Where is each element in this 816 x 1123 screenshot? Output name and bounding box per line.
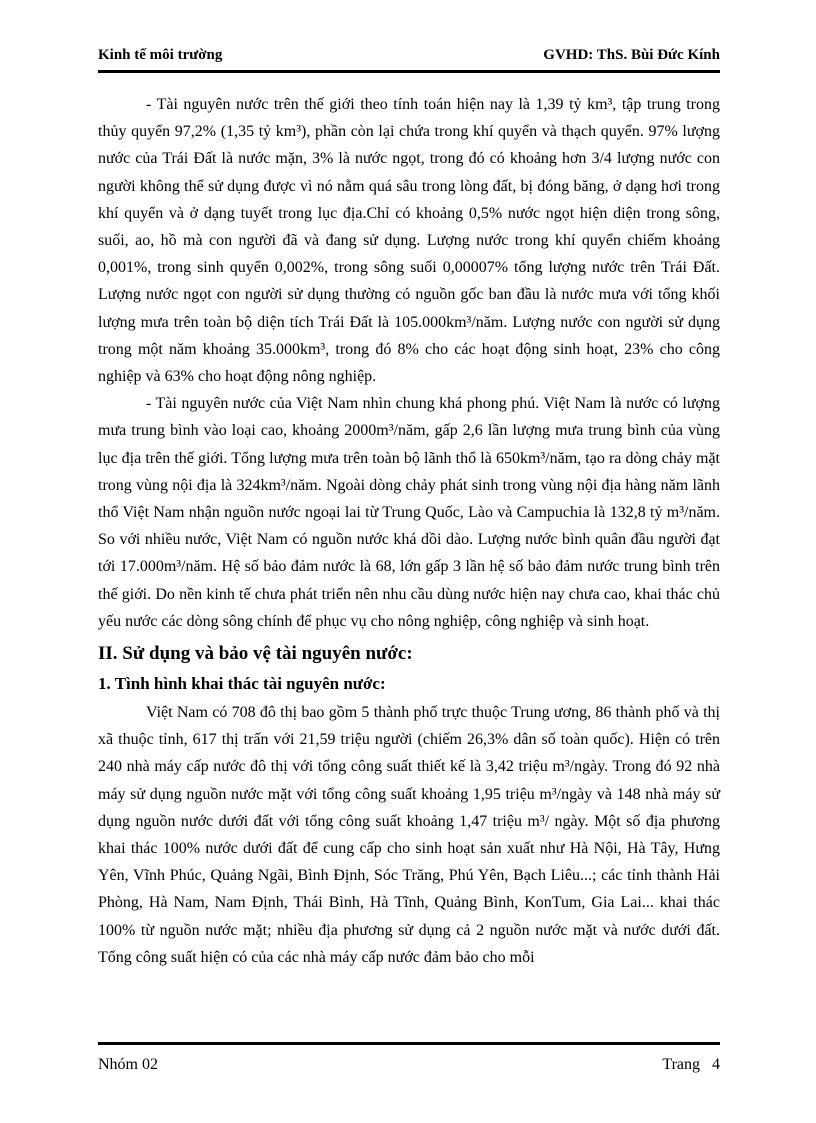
footer-page	[662, 1056, 720, 1074]
paragraph-exploitation: Việt Nam có 708 đô thị bao gồm 5 thành phố trực thuộc Trung ương, 86 thành phố và thị xã thuộc tỉnh, 617 thị trấn với 21,59 triệu người (chiếm 26,3% dân số toàn quốc). Hiện có trên 240 nhà máy cấp nước đô thị với tổng công suất thiết kế là 3,42 triệu m³/ngày. Trong đó 92 nhà máy sử dụng nguồn nước mặt với tổng công suất khoảng 1,95 triệu m³/ngày và 148 nhà máy sử dụng nguồn nước dưới đất với tổng công suất khoảng 1,47 triệu m³/ ngày. Một số địa phương khai thác 100% nước dưới đất để cung cấp cho sinh hoạt sản xuất như Hà Nội, Hà Tây, Hưng Yên, Vĩnh Phúc, Quảng Ngãi, Bình Định, Sóc Trăng, Phú Yên, Bạch Liêu...; các tỉnh thành Hải Phòng, Hà Nam, Nam Định, Thái Bình, Hà Tĩnh, Quảng Bình, KonTum, Gia Lai... khai thác 100% từ nguồn nước mặt; nhiều địa phương sử dụng cả 2 nguồn nước mặt và nước dưới đất. Tổng công suất hiện có của các nhà máy cấp nước đảm bảo cho mỗi	[98, 704, 720, 966]
section-heading: II. Sử dụng và bảo vệ tài nguyên nước:	[98, 643, 413, 665]
header-instructor: GVHD: ThS. Bùi Đức Kính	[543, 47, 720, 63]
footer-group: Nhóm 02	[98, 1056, 158, 1073]
footer-rule	[98, 1042, 720, 1045]
header-course-title: Kinh tế môi trường	[98, 47, 223, 63]
header-rule	[98, 70, 720, 73]
page-label: Trang	[662, 1056, 700, 1073]
subsection-heading: 1. Tình hình khai thác tài nguyên nước:	[98, 674, 386, 694]
page-body	[98, 91, 720, 971]
page-header	[98, 47, 720, 69]
paragraph-world-water: - Tài nguyên nước trên thế giới theo tính toán hiện nay là 1,39 tỷ km³, tập trung trong thủy quyển 97,2% (1,35 tỷ km³), phần còn lại chứa trong khí quyển và thạch quyển. 97% lượng nước của Trái Đất là nước mặn, 3% là nước ngọt, trong đó có khoảng hơn 3/4 lượng nước con người không thể sử dụng được vì nó nằm quá sâu trong lòng đất, bị đóng băng, ở dạng hơi trong khí quyển và ở dạng tuyết trong lục địa.Chỉ có khoảng 0,5% nước ngọt hiện diện trong sông, suối, ao, hồ mà con người đã và đang sử dụng. Lượng nước trong khí quyển chiếm khoảng 0,001%, trong sinh quyển 0,002%, trong sông suối 0,00007% tổng lượng nước trên Trái Đất. Lượng nước ngọt con người sử dụng thường có nguồn gốc ban đầu là nước mưa với tổng khối lượng mưa trên toàn bộ diện tích Trái Đất là 105.000km³/năm. Lượng nước con người sử dụng trong một năm khoảng 35.000km³, trong đó 8% cho các hoạt động sinh hoạt, 23% cho công nghiệp và 63% cho hoạt động nông nghiệp.	[98, 96, 720, 386]
paragraph-vietnam-water: - Tài nguyên nước của Việt Nam nhìn chung khá phong phú. Việt Nam là nước có lượng mưa trung bình vào loại cao, khoảng 2000m³/năm, gấp 2,6 lần lượng mưa trung bình của vùng lục địa trên thế giới. Tổng lượng mưa trên toàn bộ lãnh thổ là 650km³/năm, tạo ra dòng chảy mặt trong vùng nội địa là 324km³/năm. Ngoài dòng chảy phát sinh trong vùng nội địa hàng năm lãnh thổ Việt Nam nhận nguồn nước ngoại lai từ Trung Quốc, Lào và Campuchia là 132,8 tỷ m³/năm. So với nhiều nước, Việt Nam có nguồn nước khá dồi dào. Lượng nước bình quân đầu người đạt tới 17.000m³/năm. Hệ số bảo đảm nước là 68, lớn gấp 3 lần hệ số bảo đảm nước trung bình trên thế giới. Do nền kinh tế chưa phát triển nên nhu cầu dùng nước hiện nay chưa cao, khai thác chủ yếu nước các dòng sông chính để phục vụ cho nông nghiệp, công nghiệp và sinh hoạt.	[98, 395, 720, 630]
page-footer	[98, 1056, 720, 1076]
page-number: 4	[712, 1056, 720, 1073]
